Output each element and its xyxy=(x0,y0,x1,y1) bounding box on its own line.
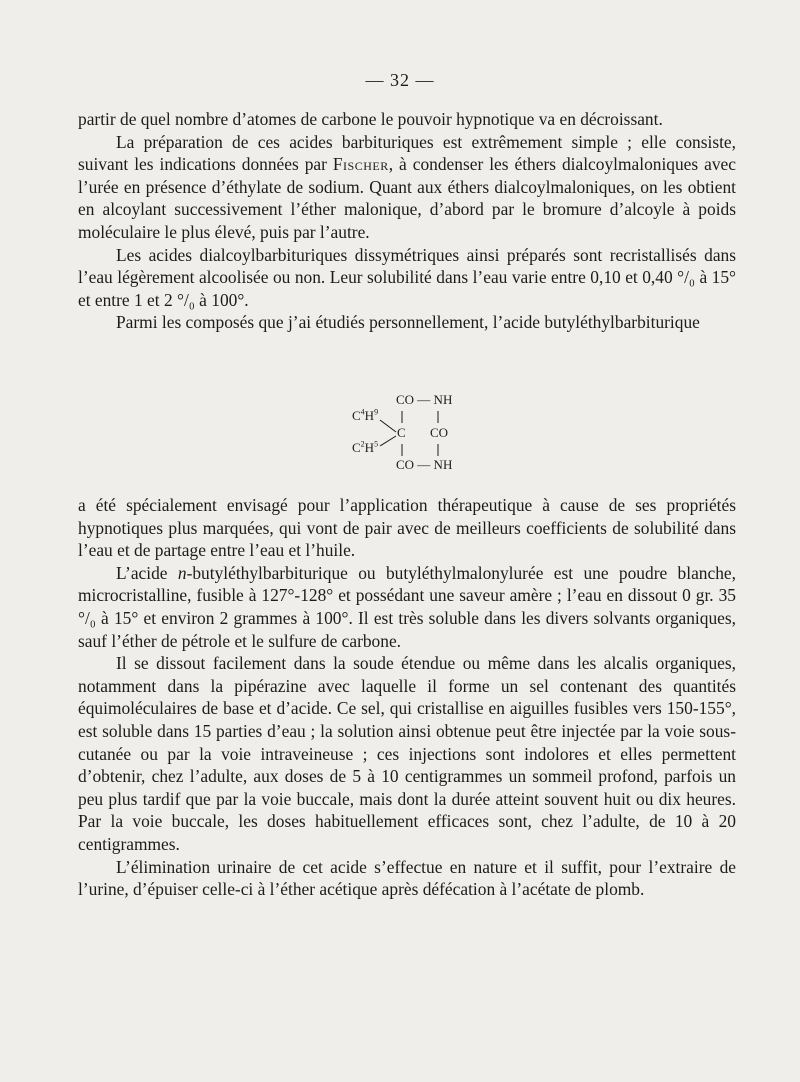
paragraph-6-end: -butyléthylbarbiturique ou butyléthylmalonylurée est une poudre blanche, microcristalline, fusible à 127°-128° et possédant une saveur amère ; l’eau en dissout 0 gr. 35 °/₀ à 15° et environ 2 grammes à 100°. Il est très soluble dans les divers solvants organiques, sauf l’éther de pétrole et le sulfure de carbone. xyxy=(78,562,736,651)
paragraph-2 xyxy=(78,131,736,244)
author-name: Fischer xyxy=(332,154,389,175)
paragraph-4: Parmi les composés que j’ai étudiés personnellement, l’acide butyléthylbarbiturique xyxy=(116,312,700,333)
formula-center-carbon: C xyxy=(397,425,406,440)
text-block-top xyxy=(78,108,736,334)
normal-prefix: n xyxy=(177,562,187,583)
paragraph-6 xyxy=(78,562,736,652)
paragraph-3: Les acides dialcoylbarbituriques dissymétriques ainsi préparés sont recristallisés dans l’eau légèrement alcoolisée ou non. Leur solubilité dans l’eau varie entre 0,10 et 0,40 °/₀ à 15° et entre 1 et 2 °/₀ à 100°. xyxy=(78,244,736,310)
formula-butyl: $C^4H^9$ xyxy=(352,407,379,423)
paragraph-1: partir de quel nombre d’atomes de carbone le pouvoir hypnotique va en décroissant. xyxy=(78,109,663,129)
formula-right-co: CO xyxy=(430,425,449,440)
paragraph-2-start: La préparation de ces acides barbituriques est extrêmement simple ; elle consiste, suivant les indications données par xyxy=(78,131,736,175)
chemical-formula xyxy=(340,392,480,474)
paragraph-7: Il se dissout facilement dans la soude étendue ou même dans les alcalis organiques, notamment dans la pipérazine avec laquelle il forme un sel contenant des quantités équimoléculaires de base et d’acide. Ce sel, qui cristallise en aiguilles fusibles vers 150-155°, est soluble dans 15 parties d’eau ; la solution ainsi obtenue peut être injectée par la voie sous-cutanée ou par la voie intraveineuse ; ces injections sont indolores et elles permettent d’obtenir, chez l’adulte, aux doses de 5 à 10 centigrammes un sommeil profond, parfois un peu plus tardif que par la voie buccale, mais dont la durée atteint souvent huit ou dix heures. Par la voie buccale, les doses habituellement efficaces sont, chez l’adulte, de 10 à 20 centigrammes. xyxy=(78,653,736,854)
formula-ethyl: $C^2H^5$ xyxy=(352,439,379,455)
paragraph-8: L’élimination urinaire de cet acide s’effectue en nature et il suffit, pour l’extraire de l’urine, d’épuiser celle-ci à l’éther acétique après défécation à l’acétate de plomb. xyxy=(78,856,736,900)
paragraph-5: a été spécialement envisagé pour l’application thérapeutique à cause de ses propriétés hypnotiques plus marquées, qui vont de pair avec de meilleurs coefficients de solubilité dans l’eau et de partage entre l’eau et l’huile. xyxy=(78,495,736,561)
text-block-bottom xyxy=(78,494,736,901)
paragraph-2-end: , à condenser les éthers dialcoylmaloniques avec l’urée en présence d’éthylate de sodium. Quant aux éthers dialcoylmaloniques, on les obtient en alcoylant successivement l’éther malonique, d’abord par le bromure d’alcoyle à poids moléculaire le plus élevé, puis par l’autre. xyxy=(78,154,736,242)
formula-bottom-row: CO — NH xyxy=(396,457,453,472)
formula-top-row: CO — NH xyxy=(396,392,453,407)
paragraph-6-start: L’acide xyxy=(116,562,178,583)
page-number: — 32 — xyxy=(365,70,435,90)
